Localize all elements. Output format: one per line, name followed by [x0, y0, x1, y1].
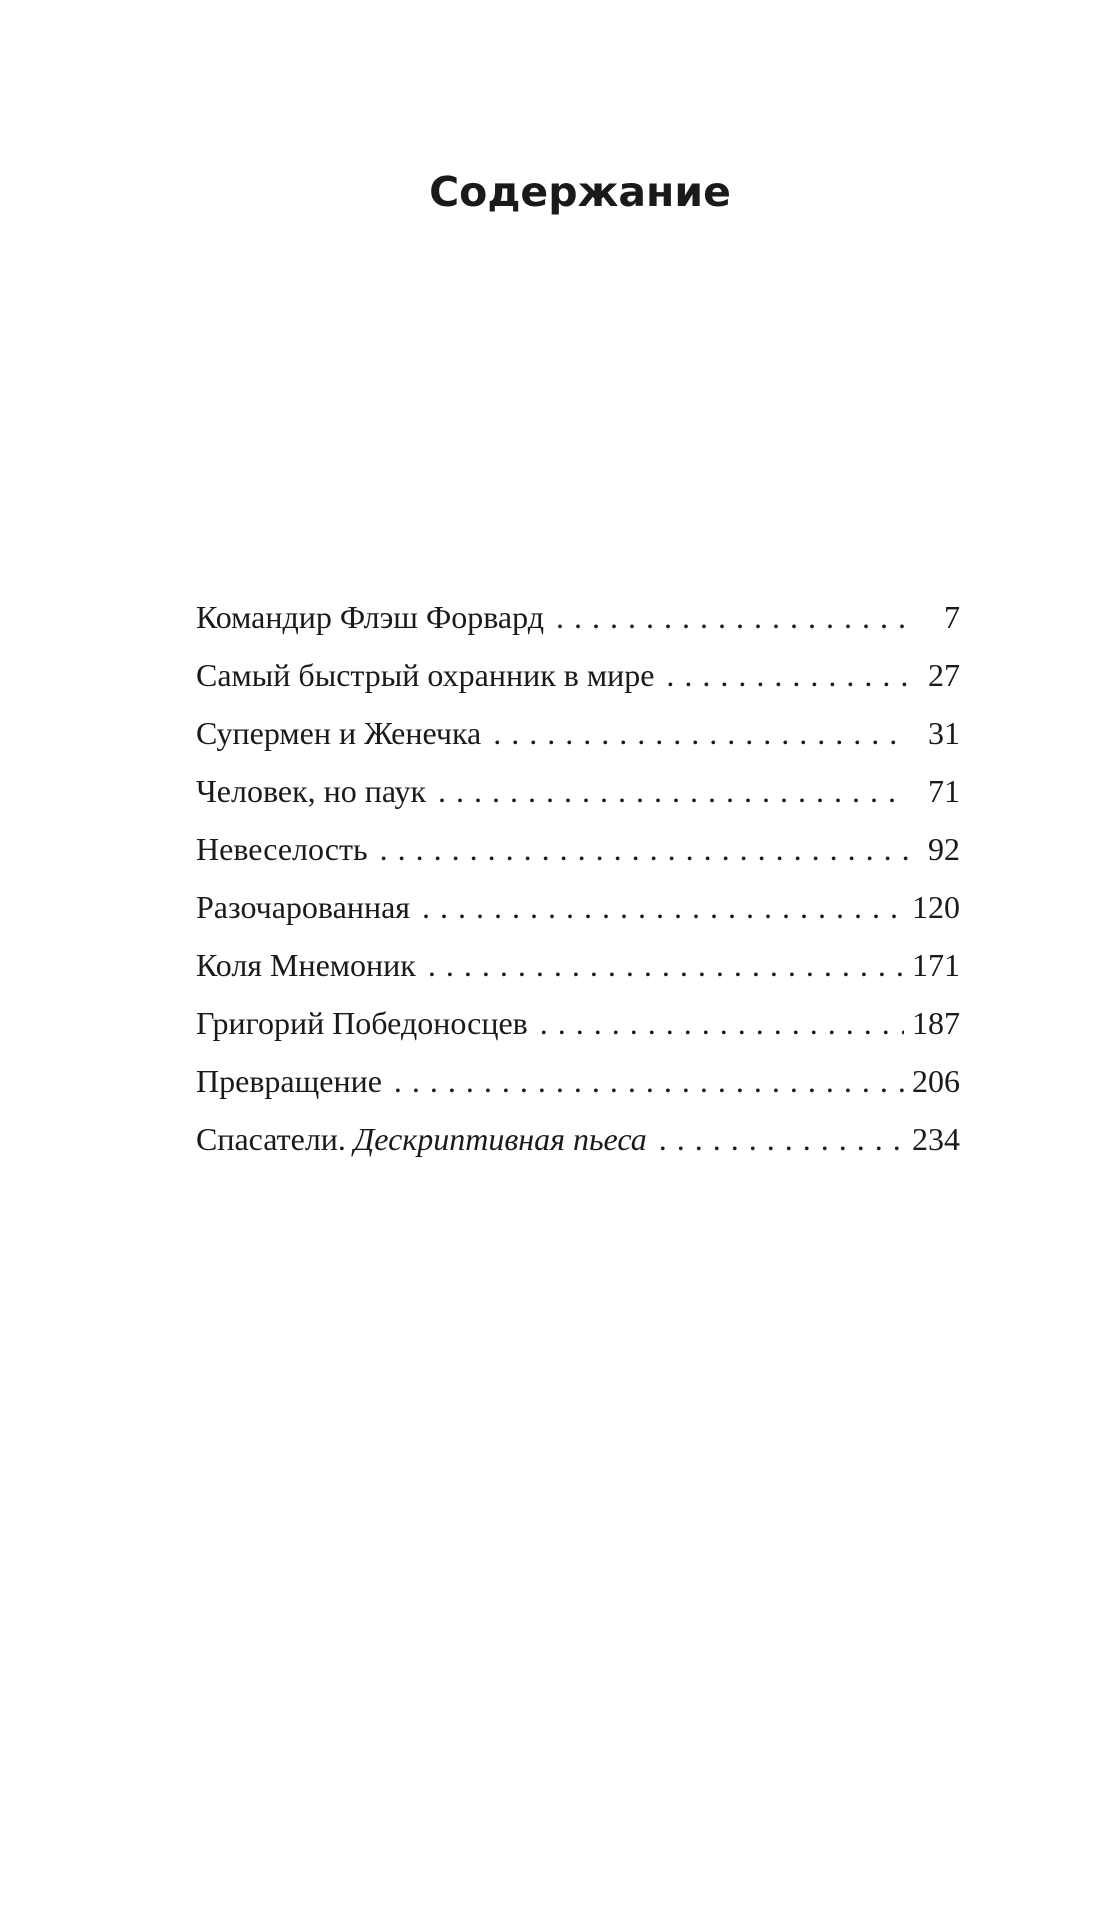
dot-leader: [659, 1110, 904, 1168]
toc-entry-title: Григорий Победоносцев: [196, 1005, 528, 1041]
dot-leader: [380, 820, 908, 878]
toc-entry: [196, 762, 960, 820]
toc-entry-main-title: Спасатели.: [196, 1121, 346, 1157]
toc-entry: [196, 646, 960, 704]
toc-entry-subtitle: Дескриптивная пьеса: [353, 1121, 647, 1157]
toc-entry-title: Разочарованная: [196, 889, 410, 925]
toc-entry-page: 31: [928, 715, 960, 751]
toc-entry-page: 71: [928, 773, 960, 809]
dot-leader: [428, 936, 904, 994]
dot-leader: [666, 646, 908, 704]
toc-entry-title: Невеселость: [196, 831, 368, 867]
toc-entry-page: 206: [912, 1063, 960, 1099]
toc-entry-title: Командир Флэш Форвард: [196, 599, 544, 635]
page-title: Содержание: [429, 168, 731, 216]
toc-entry-page: 7: [944, 599, 960, 635]
dot-leader: [540, 994, 904, 1052]
toc-entry-page: 234: [912, 1121, 960, 1157]
toc-entry: [196, 1110, 960, 1168]
toc-entry: [196, 1052, 960, 1110]
toc-entry-title: Человек, но паук: [196, 773, 427, 809]
toc-entry: [196, 994, 960, 1052]
dot-leader: [493, 704, 908, 762]
toc-entry-page: 27: [928, 657, 960, 693]
dot-leader: [438, 762, 908, 820]
toc-entry-title: [196, 1110, 647, 1168]
toc-entry-page: 171: [912, 947, 960, 983]
toc-entry: [196, 878, 960, 936]
toc-entry-page: 187: [912, 1005, 960, 1041]
dot-leader: [556, 588, 908, 646]
toc-entry: [196, 936, 960, 994]
toc-entry-title: Превращение: [196, 1063, 382, 1099]
toc-entry-page: 120: [912, 889, 960, 925]
toc-entry-title: Самый быстрый охранник в мире: [196, 657, 655, 693]
dot-leader: [422, 878, 904, 936]
toc-entry: [196, 588, 960, 646]
toc-entry: [196, 704, 960, 762]
toc-entry: [196, 820, 960, 878]
toc-entry-page: 92: [928, 831, 960, 867]
dot-leader: [394, 1052, 904, 1110]
table-of-contents: [196, 588, 960, 1168]
toc-entry-title: Супермен и Женечка: [196, 715, 482, 751]
toc-entry-title: Коля Мнемоник: [196, 947, 416, 983]
